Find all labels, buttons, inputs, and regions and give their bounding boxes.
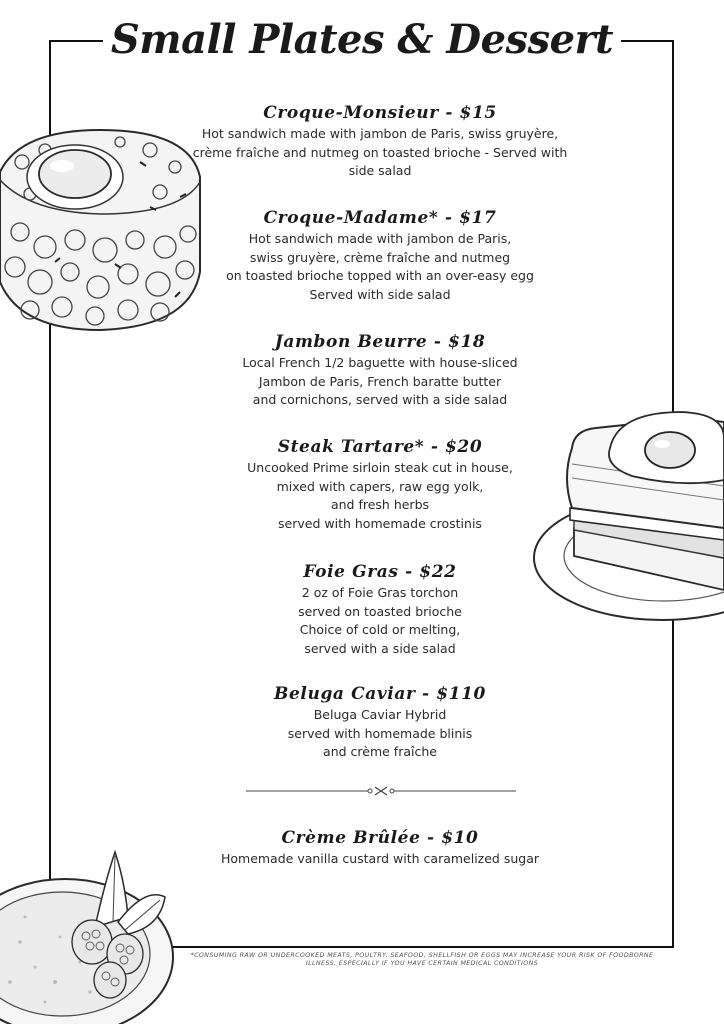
- menu-item-creme-brulee: [150, 826, 610, 869]
- item-name: Foie Gras: [303, 562, 399, 582]
- menu-item-beluga-caviar: [150, 682, 610, 762]
- item-price: $10: [441, 828, 479, 848]
- menu-item-foie-gras: [150, 560, 610, 658]
- item-heading: [150, 101, 610, 125]
- item-description: Local French 1/2 baguette with house-sliced Jambon de Paris, French baratte butter and cornichons, served with a side salad: [242, 355, 518, 407]
- item-name: Steak Tartare*: [277, 437, 425, 457]
- menu-item-croque-madame: [150, 206, 610, 304]
- item-heading: [150, 826, 610, 850]
- item-description: Hot sandwich made with jambon de Paris, swiss gruyère, crème fraîche and nutmeg on toasted brioche topped with an over-easy egg Served with side salad: [226, 231, 534, 302]
- item-price: $110: [436, 684, 486, 704]
- item-price: $17: [459, 208, 497, 228]
- item-price: $22: [419, 562, 457, 582]
- item-heading: [150, 206, 610, 230]
- menu-item-steak-tartare: [150, 435, 610, 533]
- disclaimer-text: *CONSUMING RAW OR UNDERCOOKED MEATS, POULTRY, SEAFOOD, SHELLFISH OR EGGS MAY INCREASE YOUR RISK OF FOODBORNE ILLNESS, ESPECIALLY IF YOU HAVE CERTAIN MEDICAL CONDITIONS: [190, 952, 654, 967]
- menu-title: Small Plates & Dessert: [0, 8, 724, 72]
- item-description: Beluga Caviar Hybrid served with homemade blinis and crème fraîche: [287, 707, 473, 759]
- price-separator: -: [398, 562, 420, 582]
- price-separator: -: [438, 208, 460, 228]
- item-name: Crème Brûlée: [281, 828, 421, 848]
- item-heading: [150, 435, 610, 459]
- item-name: Croque-Monsieur: [263, 103, 439, 123]
- item-price: $18: [448, 332, 486, 352]
- item-name: Jambon Beurre: [274, 332, 428, 352]
- item-description: 2 oz of Foie Gras torchon served on toasted brioche Choice of cold or melting, served with a side salad: [298, 585, 462, 656]
- item-heading: [150, 560, 610, 584]
- item-description: Homemade vanilla custard with caramelized sugar: [220, 851, 540, 866]
- item-heading: [150, 330, 610, 354]
- creme-brulee-illustration: [0, 842, 175, 1024]
- menu-item-croque-monsieur: [150, 101, 610, 181]
- item-heading: [150, 682, 610, 706]
- menu-item-jambon-beurre: [150, 330, 610, 410]
- ornament-divider: [246, 784, 516, 798]
- price-separator: -: [420, 828, 442, 848]
- price-separator: -: [438, 103, 460, 123]
- item-description: Hot sandwich made with jambon de Paris, swiss gruyère, crème fraîche and nutmeg on toasted brioche - Served with side salad: [192, 126, 568, 178]
- item-description: Uncooked Prime sirloin steak cut in house, mixed with capers, raw egg yolk, and fresh herbs served with homemade crostinis: [247, 460, 513, 531]
- item-name: Croque-Madame*: [263, 208, 439, 228]
- item-name: Beluga Caviar: [274, 684, 416, 704]
- item-price: $20: [445, 437, 483, 457]
- item-price: $15: [459, 103, 497, 123]
- price-separator: -: [427, 332, 449, 352]
- price-separator: -: [415, 684, 437, 704]
- price-separator: -: [424, 437, 445, 457]
